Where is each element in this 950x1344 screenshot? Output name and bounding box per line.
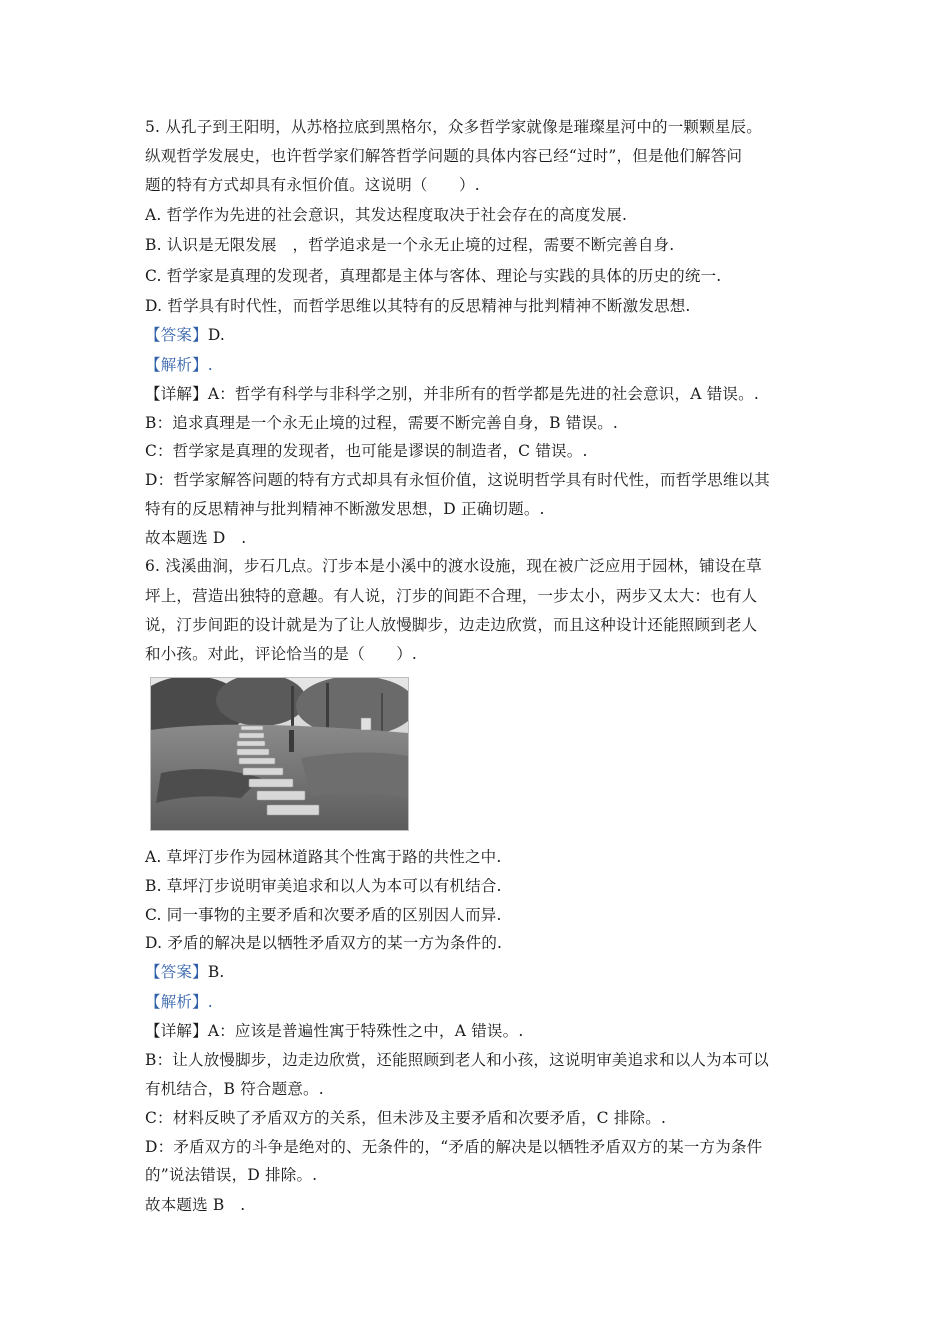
q5-detail-a: A：哲学有科学与非科学之别，并非所有的哲学都是先进的社会意识，A 错误。. — [207, 385, 759, 403]
q5-detail-tag: 【详解】 — [145, 385, 208, 403]
q6-conclusion: 故本题选 B . — [145, 1196, 246, 1214]
q5-detail-d-1: D：哲学家解答问题的特有方式却具有永恒价值，这说明哲学具有时代性，而哲学思维以其 — [145, 471, 770, 489]
q6-detail-b-2: 有机结合，B 符合题意。. — [145, 1080, 324, 1098]
q6-stem-line-4: 和小孩。对此，评论恰当的是（ ）. — [145, 645, 418, 663]
q5-detail-b: B：追求真理是一个永无止境的过程，需要不断完善自身，B 错误。. — [145, 414, 619, 432]
q6-stem-line-1: 6. 浅溪曲涧，步石几点。汀步本是小溪中的渡水设施，现在被广泛应用于园林，铺设在草 — [145, 557, 762, 575]
q5-answer-tag: 【答案】 — [145, 326, 208, 344]
q6-stem-line-3: 说，汀步间距的设计就是为了让人放慢脚步，边走边欣赏，而且这种设计还能照顾到老人 — [145, 616, 758, 634]
q6-answer — [145, 962, 225, 982]
q5-answer — [145, 325, 225, 345]
q5-detail-d-2: 特有的反思精神与批判精神不断激发思想，D 正确切题。. — [145, 500, 545, 518]
q6-option-d: D. 矛盾的解决是以牺牲矛盾双方的某一方为条件的. — [145, 934, 503, 952]
q5-detail-c: C：哲学家是真理的发现者，也可能是谬误的制造者，C 错误。. — [145, 442, 588, 460]
q6-detail-line-1 — [145, 1021, 523, 1041]
q6-detail-d-1: D：矛盾双方的斗争是绝对的、无条件的，“矛盾的解决是以牺牲矛盾双方的某一方为条件 — [145, 1138, 763, 1156]
q6-detail-tag: 【详解】 — [145, 1022, 208, 1040]
q5-option-a: A. 哲学作为先进的社会意识，其发达程度取决于社会存在的高度发展. — [145, 206, 628, 224]
q6-detail-d-2: 的”说法错误，D 排除。. — [145, 1166, 318, 1184]
q5-option-b: B. 认识是无限发展 ，哲学追求是一个永无止境的过程，需要不断完善自身. — [145, 236, 675, 254]
q5-detail-line-1 — [145, 384, 759, 404]
q6-option-a: A. 草坪汀步作为园林道路其个性寓于路的共性之中. — [145, 848, 502, 866]
q6-option-b: B. 草坪汀步说明审美追求和以人为本可以有机结合. — [145, 877, 502, 895]
q6-detail-b-1: B：让人放慢脚步，边走边欣赏，还能照顾到老人和小孩，这说明审美追求和以人为本可以 — [145, 1051, 769, 1069]
q6-detail-c: C：材料反映了矛盾双方的关系，但未涉及主要矛盾和次要矛盾，C 排除。. — [145, 1109, 667, 1127]
q6-answer-value: B. — [207, 963, 225, 981]
q6-answer-tag: 【答案】 — [145, 963, 208, 981]
q5-option-c: C. 哲学家是真理的发现者，真理都是主体与客体、理论与实践的具体的历史的统一. — [145, 267, 722, 285]
q5-answer-value: D. — [207, 326, 226, 344]
q6-stem-line-2: 坪上，营造出独特的意趣。有人说，汀步的间距不合理，一步太小，两步又太大：也有人 — [145, 587, 758, 605]
stepping-stones-photo — [150, 677, 409, 831]
q6-analysis-tag: 【解析】. — [145, 993, 213, 1011]
q6-detail-a: A：应该是普遍性寓于特殊性之中，A 错误。. — [207, 1022, 524, 1040]
q5-stem-line-2: 纵观哲学发展史，也许哲学家们解答哲学问题的具体内容已经“过时”，但是他们解答问 — [145, 147, 743, 165]
q5-option-d: D. 哲学具有时代性，而哲学思维以其特有的反思精神与批判精神不断激发思想. — [145, 297, 691, 315]
q6-option-c: C. 同一事物的主要矛盾和次要矛盾的区别因人而异. — [145, 906, 502, 924]
q5-stem-line-1: 5. 从孔子到王阳明，从苏格拉底到黑格尔，众多哲学家就像是璀璨星河中的一颗颗星辰。 — [145, 118, 762, 136]
q5-analysis-tag: 【解析】. — [145, 356, 213, 374]
q5-stem-line-3: 题的特有方式却具有永恒价值。这说明（ ）. — [145, 176, 480, 194]
q5-conclusion: 故本题选 D . — [145, 529, 247, 547]
